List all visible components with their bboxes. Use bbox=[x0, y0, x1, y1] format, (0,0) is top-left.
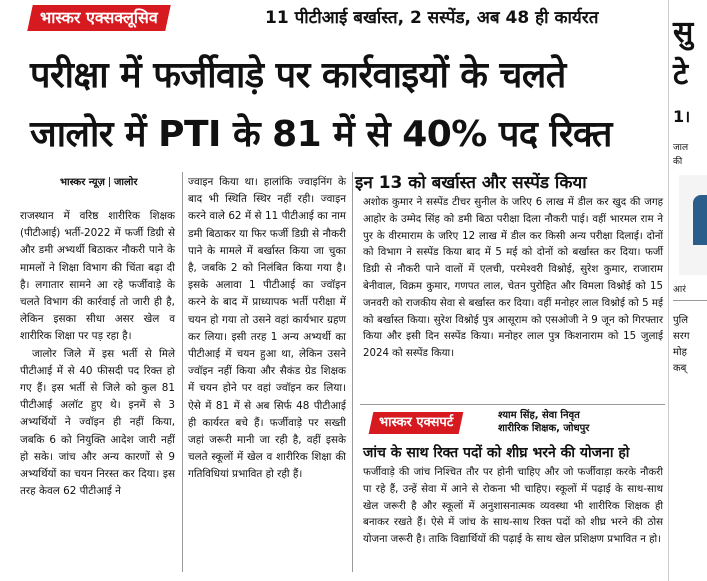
column-2 bbox=[188, 174, 346, 484]
sidebar-number: 1। bbox=[673, 107, 691, 126]
sidebar-text-2: सरग bbox=[673, 331, 690, 342]
sidebar-photo-figure bbox=[693, 195, 707, 245]
col1-para-2: जालोर जिले में इस भर्ती से मिले पीटीआई में से 40 फीसदी पद रिक्त हो गए हैं। इस भर्ती से जिले को कुल 81 पीटीआई अलॉट हुए थे। इनमें से 3 अभ्यर्थियों ने ज्वॉइन ही नहीं किया, जबकि 6 को नियुक्ति आदेश जारी नहीं हो सके। जांच और अन्य कारणों से 9 अभ्यर्थियों का चयन निरस्त कर दिया। इस तरह केवल 62 पीटीआई ने bbox=[20, 347, 175, 498]
box1-text: अशोक कुमार ने सस्पेंड टीचर सुनील के जरिए 6 लाख में डील कर खुद की जगह आहोर के उम्मेद सिंह को डमी बिठा परीक्षा दिला नौकरी पाई। वहीं भारमल राम ने पुर के वीरमाराम के जरिए 12 लाख में डील कर किसी अन्य परीक्षा दिलाई। दोनों को विभाग ने सस्पेंड किया बाद में 5 मई को दोनों को बर्खास्त कर दिया। फर्जी डिग्री से नौकरी पाने वालों में एलची, परमेश्वरी विश्नोई, सुरेश कुमार, राजाराम बेनीवाल, विक्रम कुमार, गणपत लाल, चेतन पुरोहित और विमला विश्नोई को 15 जनवरी को राजकीय सेवा से बर्खास्त कर दिया। वहीं मनोहर लाल विश्नोई को 5 मई को बर्खास्त किया। सुरेश विश्नोई पुत्र आसूराम को एसओजी ने 9 जून को गिरफ्तार किया और इसी दिन सस्पेंड किया। मनोहर लाल पुत्र किशनाराम को 15 जुलाई 2024 को सस्पेंड किया। bbox=[363, 197, 663, 360]
sidebar-headline-2: टे bbox=[673, 57, 689, 92]
sidebar-line-1: जाल bbox=[673, 143, 689, 153]
sidebar-text-1: पुलि bbox=[673, 315, 689, 326]
column-divider-2 bbox=[352, 172, 353, 572]
headline-line-1: परीक्षा में फर्जीवाड़े पर कार्रवाइयों के चलते bbox=[30, 55, 566, 96]
sidebar-text-4: कब् bbox=[673, 363, 687, 374]
col1-para-1: राजस्थान में वरिष्ठ शारीरिक शिक्षक (पीटीआई) भर्ती-2022 में फर्जी डिग्री से और डमी अभ्यर्थी बिठाकर नौकरी पाने के मामलों ने शिक्षा विभाग की चिंता बढ़ा दी है। लगातार सामने आ रहे फर्जीवाड़े के चलते विभाग की कार्रवाई तो जारी ही है, लेकिन इसका सीधा असर खेल व शारीरिक शिक्षा पर पड़ रहा है। bbox=[20, 210, 175, 343]
expert-credit bbox=[498, 409, 589, 435]
sidebar-text-3: मोह bbox=[673, 347, 687, 358]
byline-agency: भास्कर न्यूज़ bbox=[60, 177, 105, 188]
expert-badge: भास्कर एक्सपर्ट bbox=[369, 412, 464, 434]
column-1 bbox=[20, 208, 175, 500]
byline bbox=[60, 174, 137, 188]
header-badge: भास्कर एक्सक्लूसिव bbox=[27, 5, 170, 31]
box1-title: इन 13 को बर्खास्त और सस्पेंड किया bbox=[355, 173, 587, 193]
sidebar-next-article bbox=[668, 0, 707, 581]
expert-name: श्याम सिंह, सेवा निवृत bbox=[498, 410, 580, 421]
headline-line-2: जालोर में PTI के 81 में से 40% पद रिक्त bbox=[30, 114, 612, 155]
col2-text: ज्वाइन किया था। हालांकि ज्वाइनिंग के बाद भी स्थिति स्थिर नहीं रही। ज्वाइन करने वाले 62 में से 11 पीटीआई का नाम डमी बिठाकर या फिर फर्जी डिग्री से नौकरी पाने के मामले में बर्खास्त किया जा चुका है, जबकि 2 को निलंबित किया गया है। इसके अलावा 1 पीटीआई का ज्वॉइन करने के बाद में प्राध्यापक भर्ती परीक्षा में चयन हो गया तो उसने वहां कार्यभार ग्रहण कर लिया। इसी तरह 1 अन्य अभ्यर्थी का पीटीआई में चयन हुआ था, लेकिन उसने ज्वॉइन नहीं किया और सैकंड ग्रेड शिक्षक में चयन होने पर वहां ज्वॉइन कर लिया। ऐसे में 81 में से अब सिर्फ 48 पीटीआई ही कार्यरत बचे हैं। फर्जीवाड़े पर सख्ती जहां जरूरी मानी जा रही है, वहीं इसके चलते स्कूलों में खेल व शारीरिक शिक्षा की गतिविधियां प्रभावित हो रही हैं। bbox=[188, 176, 346, 481]
sidebar-rule bbox=[673, 300, 707, 301]
column-divider bbox=[182, 172, 183, 572]
box-separator bbox=[360, 404, 665, 405]
box2-title: जांच के साथ रिक्त पदों को शीघ्र भरने की योजना हो bbox=[363, 445, 630, 461]
sidebar-headline-1: सु bbox=[673, 15, 694, 50]
byline-divider bbox=[109, 177, 110, 187]
box2-text: फर्जीवाड़े की जांच निश्चित तौर पर होनी चाहिए और जो फर्जीवाड़ा करके नौकरी पा रहे हैं, उन्हें सेवा में आने से रोकना भी चाहिए। स्कूलों में पढ़ाई के साथ-साथ खेल जरूरी है और स्कूलों में अनुशासनात्मक व्यवस्था भी शारीरिक शिक्षक ही बनाकर रखते हैं। ऐसे में जांच के साथ-साथ रिक्त पदों को शीघ्र भरने की ठोस योजना जरूरी है। ताकि विद्यार्थियों की पढ़ाई के साथ खेल प्रशिक्षण प्रभावित न हो। bbox=[363, 467, 663, 546]
byline-place: जालोर bbox=[113, 177, 138, 188]
sidebar-photo bbox=[679, 175, 707, 275]
kicker: 11 पीटीआई बर्खास्त, 2 सस्पेंड, अब 48 ही कार्यरत bbox=[265, 8, 599, 28]
sidebar-line-2: की bbox=[673, 157, 683, 167]
sidebar-caption: आरं bbox=[673, 285, 686, 295]
expert-role: शारीरिक शिक्षक, जोधपुर bbox=[498, 423, 590, 434]
